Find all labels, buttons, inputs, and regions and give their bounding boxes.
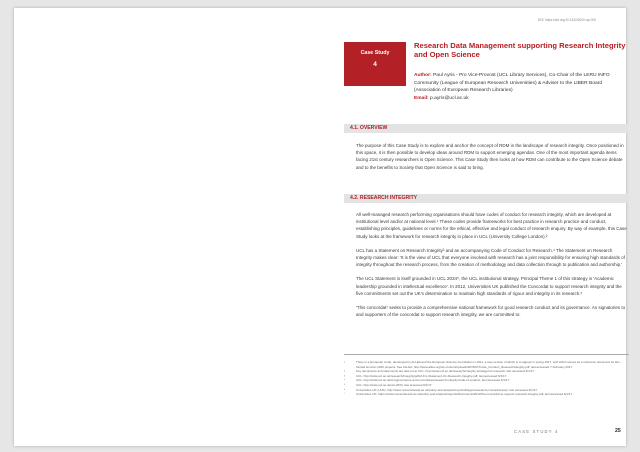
footnote-divider: [344, 354, 629, 355]
case-study-number: 4: [373, 61, 377, 68]
document-page: [14, 8, 626, 446]
section-heading-overview: 4.1. OVERVIEW: [344, 124, 629, 133]
overview-body: [356, 142, 628, 178]
research-integrity-body: [356, 211, 628, 325]
email-link[interactable]: p.ayris@ucl.ac.uk: [430, 95, 469, 101]
paragraph: UCL has a Statement on Research Integrity³ and an accompanying Code of Conduct for Research.⁴ The Statement on Research Integrity makes clear: 'It is the view of UCL that everyone involved with research has a joint responsibility for ensuring high standards of integrity throughout the research process, from the creation of methodology and data collection through to publication and authorship.': [356, 247, 625, 268]
paragraph: The UCL Statement is itself grounded in UCL 2034⁵, the UCL institutional strategy. Principal Theme 1 of this strategy is 'Academic leadership grounded in intellectual excellence'. In 2012, Universities UK published the Concordat to support research integrity and the five commitments set out the UK's determination to maintain high standards of rigour and integrity in its research.⁶: [356, 276, 622, 296]
footer-label: CASE STUDY 4: [514, 429, 559, 434]
footnote-number: ³: [344, 373, 345, 378]
footnote-text: Key documents and statements are laid out at UCL: http://www.ucl.ac.uk/research/integrity-strategy/ucl-research; last accessed 6/1/17.: [356, 369, 535, 374]
footnote-text: UCL: http://www.ucl.ac.uk/srs/governance-and-committees/research-integrity/code-of-conduct; last accessed 6/1/17.: [356, 378, 511, 383]
footnote-number: ⁶: [344, 387, 346, 392]
footnote-number: ⁴: [344, 378, 346, 383]
section-heading-research-integrity: 4.2. RESEARCH INTEGRITY: [344, 194, 629, 203]
author-block: [414, 72, 629, 102]
footnote-text: Universities UK (UUK): http://www.universitiesuk.ac.uk/policy-and-analysis/reports/Pages/research-concordat.aspx; last accessed 6/1/17.: [356, 387, 538, 392]
footnote-text: There is a European Code, developed by ALLEA and the European Science Foundation in 2011, a new version of which is to appear in spring 2017, and which serves as a reference document for EU-funded Horizon 2020 projects. See ALLEA: http://www.allea.org/wp-content/uploads/2015/07/Code_Conduct_ResearchIntegrity.pdf; last accessed 7 February 2017.: [356, 360, 621, 369]
footnote-number: ⁵: [344, 382, 346, 387]
email-label: Email:: [414, 95, 429, 101]
footnote-number: ¹: [344, 360, 345, 364]
paragraph: The purpose of this Case Study is to explore and anchor the concept of RDM in the landscape of research integrity. Once positioned in this space, it is then possible to develop ideas around RDM to support emerging agendas. One of the most important agenda items facing 21st century researchers is Open Science. This Case Study then looks at how RDM can contribute to the Open Science debate and to the benefits to Society that Open Science is said to bring.: [356, 143, 624, 170]
footnote: [344, 360, 629, 369]
footnote: [344, 392, 629, 397]
author-text: Paul Ayris - Pro Vice-Provost (UCL Library Services), Co-Chair of the LERU INFO Community (League of European Research Universities) & Adviser to the LIBER Board (Association of European Research Libraries): [414, 73, 610, 94]
footnote-number: ⁷: [344, 392, 346, 397]
paragraph: All well-managed research performing organisations should have codes of conduct for research integrity, which are developed at institutional level and/or at national level.¹ These codes provide frameworks for best practice in research practice and conduct, establishing principles, guidelines or norms for the ethical, effective and legal conduct of research enquiry. By way of example, this Case Study looks at the framework for research integrity in place in UCL (University College London).²: [356, 212, 627, 239]
footnotes: [344, 360, 629, 397]
footnote-text: UCL: http://www.ucl.ac.uk/research/integrity/pdfs/UCL-Statement-On-Research-Integrity.pdf; last accessed 6/1/17.: [356, 373, 508, 378]
page-number: 25: [615, 428, 621, 434]
footnote-text: Universities UK: https://www.universitiesuk.ac.uk/policy-and-analysis/reports/Documents/2012/the-concordat-to-support-research-integrity.pdf; last accessed 6/1/17.: [356, 392, 574, 397]
footnote-text: UCL: http://www.ucl.ac.uk/ucl-2034; last accessed 6/1/17.: [356, 382, 433, 387]
page-title: Research Data Management supporting Research Integrity and Open Science: [414, 41, 626, 60]
case-study-badge: [344, 42, 406, 86]
doi-text: DOI: https://doi.org/10.14324/000.wp.000: [537, 18, 596, 22]
paragraph: 'This concordat⁷ seeks to provide a comprehensive national framework for good research conduct and its governance. As signatories to and supporters of the concordat to support research integrity, we are committed to:: [356, 305, 626, 318]
case-study-label: Case Study: [360, 50, 390, 56]
footnote-number: ²: [344, 369, 345, 374]
author-label: Author:: [414, 73, 432, 78]
